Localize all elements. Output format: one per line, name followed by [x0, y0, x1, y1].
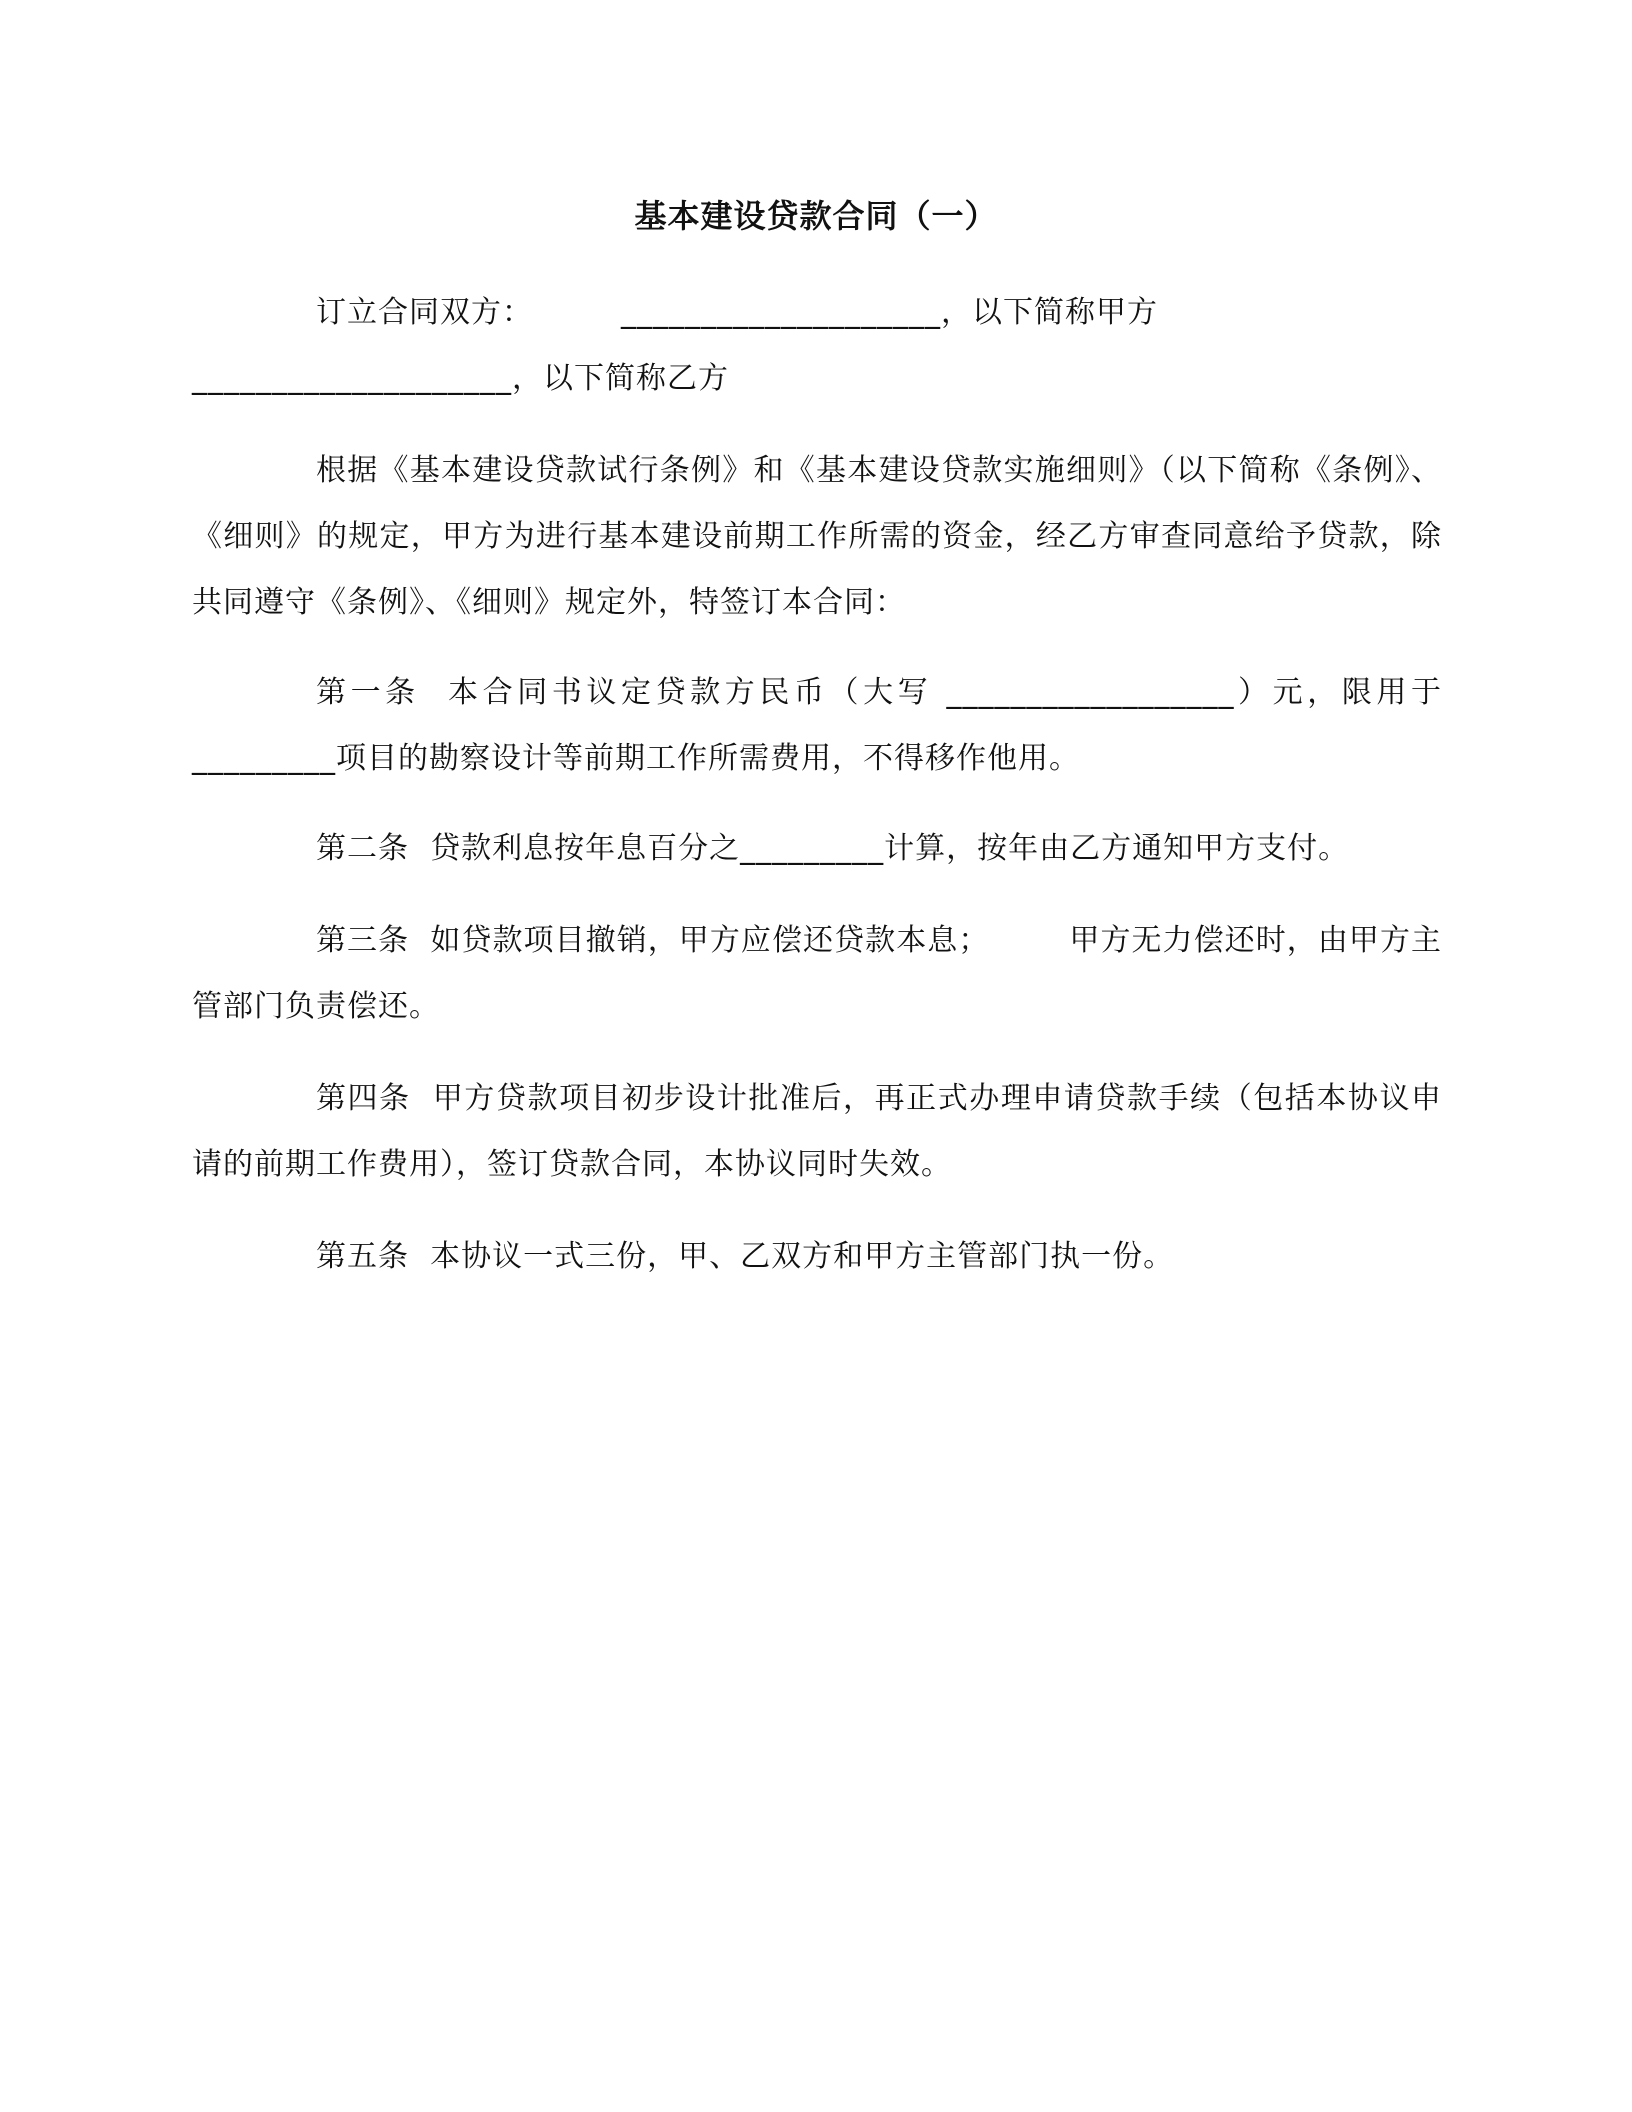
article-3: [192, 908, 1442, 1040]
article-1-text-a: 本合同书议定贷款方民币（大写: [448, 675, 933, 710]
rate-blank: _________: [740, 831, 885, 866]
article-2: [192, 816, 1442, 882]
party-b-blank: ____________________: [192, 361, 512, 396]
article-2-text-b: 计算，按年由乙方通知甲方支付。: [884, 831, 1350, 866]
party-b-suffix: ，以下简称乙方: [512, 361, 729, 396]
document-title: 基本建设贷款合同（一）: [634, 197, 998, 235]
project-blank: _________: [192, 741, 336, 776]
article-1-text-b: ）元，限用于: [1234, 675, 1443, 710]
article-3-text-a: 如贷款项目撤销，甲方应偿还贷款本息；: [430, 923, 990, 958]
amount-blank: __________________: [946, 675, 1235, 710]
party-b-line: [192, 346, 1442, 412]
article-3-head: 第三条: [316, 923, 410, 958]
preamble-block: [192, 438, 1442, 636]
article-4-text: 甲方贷款项目初步设计批准后，再正式办理申请贷款手续（包括本协议申请的前期工作费用），签订贷款合同，本协议同时失效。: [192, 1081, 1443, 1182]
article-4-head: 第四条: [316, 1081, 411, 1116]
preamble-text: 根据《基本建设贷款试行条例》和《基本建设贷款实施细则》（以下简称《条例》、《细则》的规定，甲方为进行基本建设前期工作所需的资金，经乙方审查同意给予贷款，除共同遵守《条例》、《细则》规定外，特签订本合同：: [192, 453, 1442, 620]
article-2-text-a: 贷款利息按年息百分之: [430, 831, 741, 866]
parties-block: [192, 280, 1442, 412]
article-1-text-c: 项目的勘察设计等前期工作所需费用，不得移作他用。: [336, 741, 1080, 776]
party-a-line: [192, 280, 1442, 346]
article-5-text: 本协议一式三份，甲、乙双方和甲方主管部门执一份。: [430, 1239, 1175, 1274]
article-5: [192, 1224, 1442, 1290]
party-a-suffix: ，以下简称甲方: [941, 295, 1158, 330]
article-1: [192, 660, 1442, 792]
parties-label: 订立合同双方：: [316, 295, 533, 330]
article-4: [192, 1066, 1442, 1198]
article-1-head: 第一条: [316, 675, 420, 710]
party-a-blank: ____________________: [621, 295, 941, 330]
article-5-head: 第五条: [316, 1239, 409, 1274]
article-2-head: 第二条: [316, 831, 409, 866]
article-3-text-b: 甲方无力偿还时，由甲方主管部门负责偿还。: [192, 923, 1443, 1024]
